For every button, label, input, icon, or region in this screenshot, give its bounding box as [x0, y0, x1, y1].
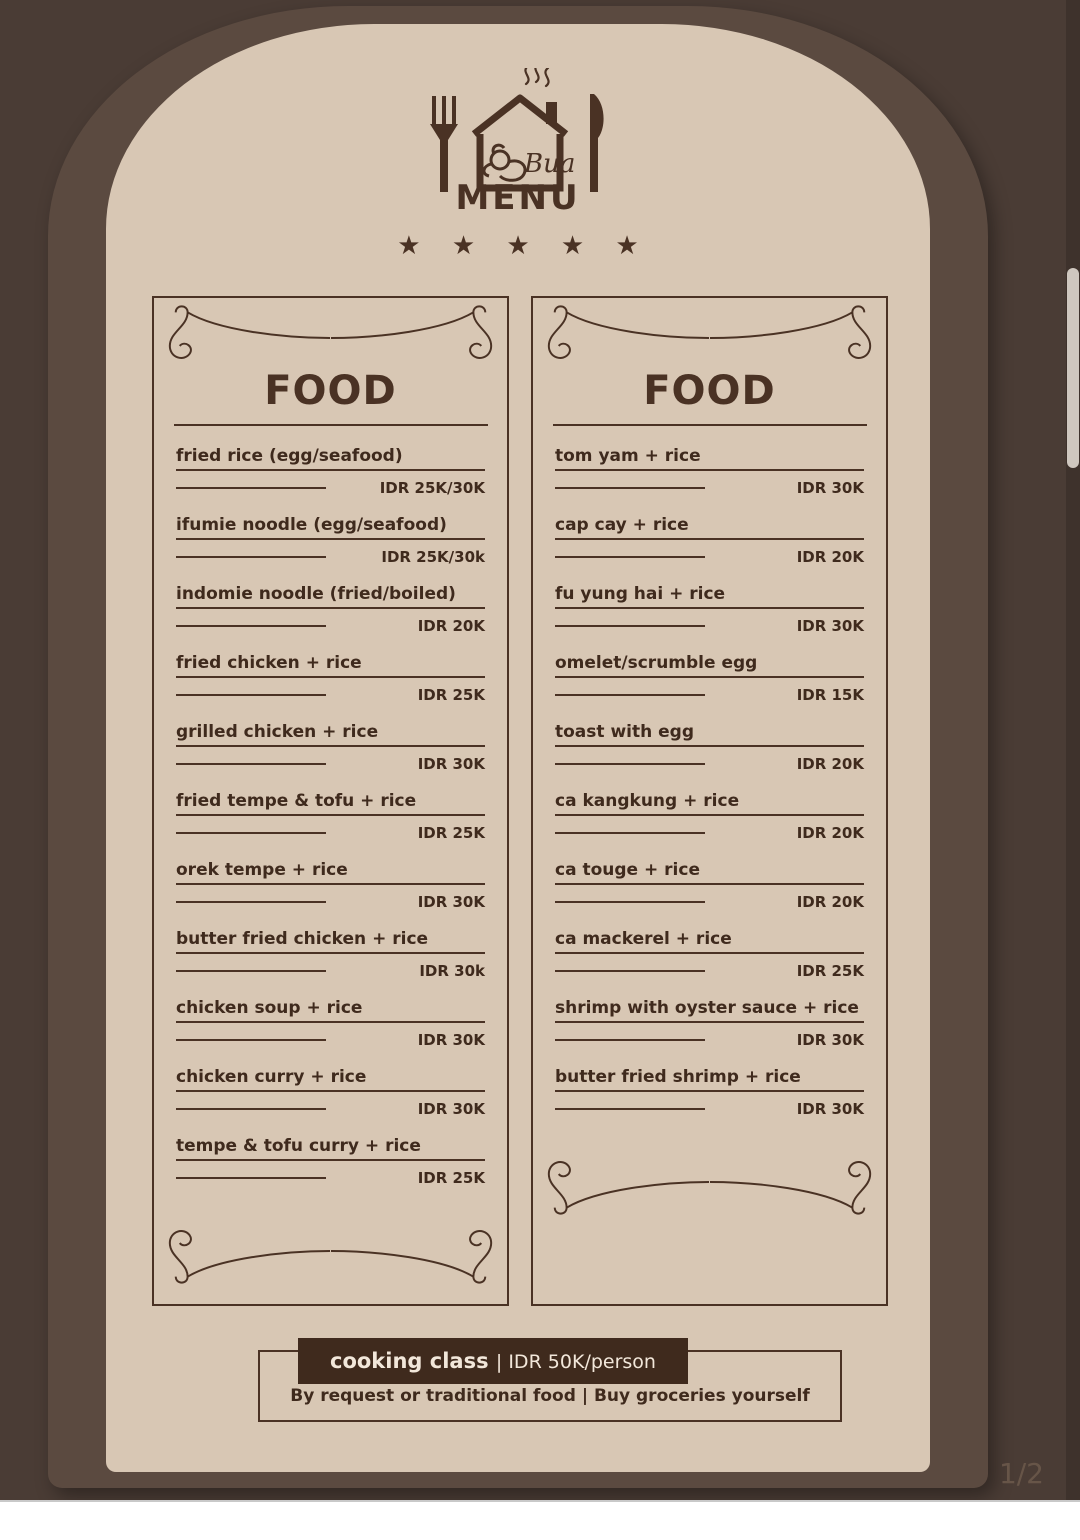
- menu-item[interactable]: [176, 1067, 485, 1118]
- menu-paper: [106, 24, 930, 1472]
- menu-item-price: IDR 30K: [417, 893, 485, 911]
- bottom-bar: [0, 1500, 1080, 1540]
- menu-column-right: [531, 296, 888, 1306]
- menu-item-price-row: [176, 1169, 485, 1187]
- flourish-ornament-icon: [154, 1205, 507, 1291]
- menu-item-price: IDR 30K: [417, 1031, 485, 1049]
- menu-item-name: butter fried shrimp + rice: [555, 1067, 864, 1092]
- star-rating-icons: ★ ★ ★ ★ ★: [397, 230, 651, 260]
- menu-item[interactable]: [555, 929, 864, 980]
- price-dash: [555, 1039, 705, 1041]
- menu-item-name: fried rice (egg/seafood): [176, 446, 485, 471]
- price-dash: [555, 970, 705, 972]
- svg-text:Bua: Bua: [524, 149, 576, 179]
- menu-item[interactable]: [176, 998, 485, 1049]
- price-dash: [555, 556, 705, 558]
- menu-item-price: IDR 30K: [417, 1100, 485, 1118]
- menu-item-price: IDR 25K/30k: [381, 548, 485, 566]
- menu-item[interactable]: [176, 929, 485, 980]
- menu-item[interactable]: [555, 446, 864, 497]
- menu-logo: [106, 68, 930, 261]
- menu-item[interactable]: [176, 722, 485, 773]
- price-dash: [555, 832, 705, 834]
- price-dash: [176, 970, 326, 972]
- menu-item-list-right: [533, 446, 886, 1118]
- price-dash: [176, 1108, 326, 1110]
- menu-item-price: IDR 25K: [417, 1169, 485, 1187]
- menu-item-price-row: [555, 755, 864, 773]
- menu-item-price-row: [555, 824, 864, 842]
- price-dash: [176, 625, 326, 627]
- menu-item-price: IDR 25K: [417, 686, 485, 704]
- column-title: FOOD: [264, 368, 397, 414]
- menu-item[interactable]: [176, 515, 485, 566]
- menu-item-price: IDR 20K: [417, 617, 485, 635]
- price-dash: [176, 1039, 326, 1041]
- menu-item-price: IDR 25K/30K: [379, 479, 485, 497]
- menu-item-name: indomie noodle (fried/boiled): [176, 584, 485, 609]
- menu-item-price: IDR 25K: [417, 824, 485, 842]
- price-dash: [176, 1177, 326, 1179]
- menu-item-price: IDR 20K: [796, 755, 864, 773]
- menu-item-price-row: [176, 686, 485, 704]
- menu-item[interactable]: [555, 791, 864, 842]
- cooking-class-banner: [298, 1338, 688, 1384]
- menu-item-price: IDR 30k: [419, 962, 485, 980]
- menu-item-name: fried chicken + rice: [176, 653, 485, 678]
- price-dash: [555, 901, 705, 903]
- menu-item-name: grilled chicken + rice: [176, 722, 485, 747]
- menu-item-price: IDR 30K: [796, 1031, 864, 1049]
- menu-item-price-row: [176, 479, 485, 497]
- menu-item-price: IDR 20K: [796, 824, 864, 842]
- menu-item-price: IDR 25K: [796, 962, 864, 980]
- menu-item-name: toast with egg: [555, 722, 864, 747]
- menu-item-name: tempe & tofu curry + rice: [176, 1136, 485, 1161]
- cooking-class-subtitle: By request or traditional food | Buy groceries yourself: [290, 1386, 810, 1406]
- menu-item-name: fried tempe & tofu + rice: [176, 791, 485, 816]
- title-divider: [553, 424, 867, 426]
- menu-item-price-row: [176, 893, 485, 911]
- menu-item-price-row: [555, 548, 864, 566]
- menu-item-name: orek tempe + rice: [176, 860, 485, 885]
- menu-item-name: butter fried chicken + rice: [176, 929, 485, 954]
- menu-columns: [152, 296, 888, 1306]
- menu-item-price: IDR 30K: [417, 755, 485, 773]
- flourish-ornament-icon: [533, 1136, 886, 1222]
- menu-item[interactable]: [176, 446, 485, 497]
- menu-item[interactable]: [555, 584, 864, 635]
- price-dash: [176, 556, 326, 558]
- title-divider: [174, 424, 488, 426]
- menu-item-price-row: [176, 1031, 485, 1049]
- menu-item[interactable]: [555, 998, 864, 1049]
- menu-item-name: ca kangkung + rice: [555, 791, 864, 816]
- menu-item-name: chicken soup + rice: [176, 998, 485, 1023]
- menu-board: [48, 6, 988, 1488]
- menu-item-price-row: [176, 755, 485, 773]
- menu-item[interactable]: [555, 1067, 864, 1118]
- price-dash: [555, 694, 705, 696]
- price-dash: [555, 763, 705, 765]
- menu-item[interactable]: [555, 515, 864, 566]
- menu-item[interactable]: [176, 653, 485, 704]
- price-dash: [555, 487, 705, 489]
- menu-item-price: IDR 30K: [796, 479, 864, 497]
- menu-item-price-row: [555, 1031, 864, 1049]
- menu-item[interactable]: [555, 860, 864, 911]
- menu-item[interactable]: [176, 584, 485, 635]
- menu-item-name: ca touge + rice: [555, 860, 864, 885]
- menu-item-price: IDR 15K: [796, 686, 864, 704]
- price-dash: [176, 901, 326, 903]
- page-indicator: 1/2: [998, 1457, 1044, 1490]
- menu-item-name: chicken curry + rice: [176, 1067, 485, 1092]
- menu-item-price: IDR 20K: [796, 548, 864, 566]
- menu-item-price-row: [555, 893, 864, 911]
- menu-title: MENU: [455, 178, 581, 218]
- menu-item-price-row: [176, 548, 485, 566]
- menu-item-price: IDR 30K: [796, 1100, 864, 1118]
- menu-item-name: cap cay + rice: [555, 515, 864, 540]
- price-dash: [555, 625, 705, 627]
- column-title: FOOD: [643, 368, 776, 414]
- menu-item-price-row: [176, 962, 485, 980]
- menu-item[interactable]: [555, 653, 864, 704]
- menu-item[interactable]: [555, 722, 864, 773]
- menu-item-price-row: [555, 617, 864, 635]
- menu-item-price-row: [555, 686, 864, 704]
- price-dash: [176, 832, 326, 834]
- menu-item[interactable]: [176, 860, 485, 911]
- menu-item-price-row: [176, 824, 485, 842]
- menu-item-price: IDR 30K: [796, 617, 864, 635]
- menu-item[interactable]: [176, 791, 485, 842]
- menu-item[interactable]: [176, 1136, 485, 1187]
- menu-item-price-row: [555, 479, 864, 497]
- menu-item-list-left: [154, 446, 507, 1187]
- cooking-class-title: cooking class: [330, 1349, 489, 1373]
- menu-item-name: shrimp with oyster sauce + rice: [555, 998, 864, 1023]
- cooking-class-price: | IDR 50K/person: [495, 1351, 656, 1373]
- scrollbar-track[interactable]: [1066, 0, 1080, 1500]
- menu-item-price-row: [555, 962, 864, 980]
- menu-item-name: omelet/scrumble egg: [555, 653, 864, 678]
- menu-item-name: fu yung hai + rice: [555, 584, 864, 609]
- price-dash: [555, 1108, 705, 1110]
- menu-item-name: ca mackerel + rice: [555, 929, 864, 954]
- menu-item-price-row: [176, 617, 485, 635]
- price-dash: [176, 694, 326, 696]
- menu-item-price-row: [176, 1100, 485, 1118]
- price-dash: [176, 763, 326, 765]
- menu-item-price-row: [555, 1100, 864, 1118]
- menu-item-name: tom yam + rice: [555, 446, 864, 471]
- price-dash: [176, 487, 326, 489]
- menu-column-left: [152, 296, 509, 1306]
- menu-item-name: ifumie noodle (egg/seafood): [176, 515, 485, 540]
- scrollbar-thumb[interactable]: [1067, 268, 1079, 468]
- menu-item-price: IDR 20K: [796, 893, 864, 911]
